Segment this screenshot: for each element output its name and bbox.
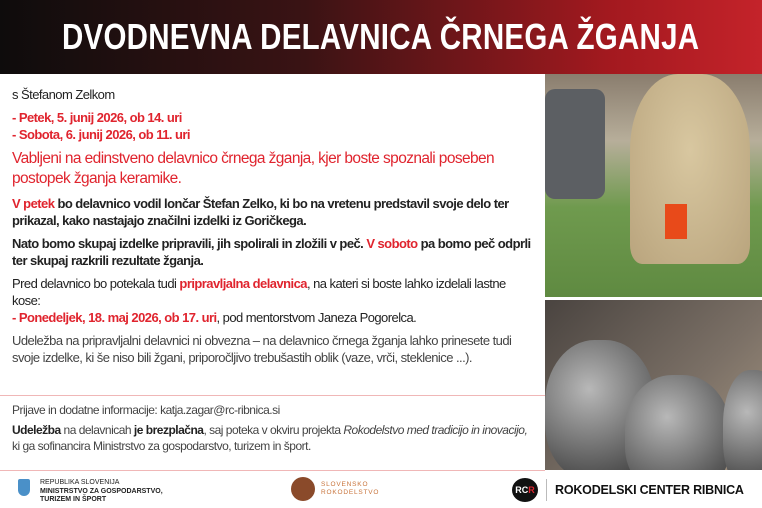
paragraph-optional: Udeležba na pripravljalni delavnici ni obvezna – na delavnico črnega žganja lahko prinesete tudi svoje izdelke, ki še niso bili žgani, priporočljivo trebušastih oblik (vaze, vrči, steklenice ...).	[12, 333, 512, 365]
text: ki ga sofinancira Ministrstvo za gospodarstvo, turizem in šport.	[12, 439, 311, 453]
divider	[546, 479, 547, 501]
slovensko-rokodelstvo-logo	[291, 477, 379, 501]
kiln-shape	[630, 74, 750, 264]
contact-line[interactable]: Prijave in dodatne informacije: katja.zagar@rc-ribnica.si	[12, 403, 280, 417]
text: , saj poteka v okviru projekta	[203, 423, 344, 437]
highlight: V soboto	[366, 236, 418, 251]
date-friday: - Petek, 5. junij 2026, ob 14. uri	[12, 110, 182, 125]
text: Pred delavnico bo potekala tudi	[12, 276, 180, 291]
info-section	[12, 402, 537, 458]
jug	[625, 375, 730, 470]
text: , pod mentorstvom Janeza Pogorelca.	[216, 310, 417, 325]
text: na delavnicah	[60, 423, 134, 437]
potter-figure	[545, 89, 605, 199]
text: Udeležba	[12, 423, 61, 437]
text: TURIZEM IN ŠPORT	[40, 496, 107, 503]
text: MINISTRSTVO ZA GOSPODARSTVO,	[40, 487, 163, 495]
event-dates	[12, 109, 537, 143]
kiln-photo	[545, 74, 762, 297]
header-banner	[0, 0, 762, 74]
highlight: V petek	[12, 196, 55, 211]
lead-paragraph: Vabljeni na edinstveno delavnico črnega žganja, kjer boste spoznali poseben postopek žganja keramike.	[12, 150, 495, 187]
paragraph-friday	[12, 195, 537, 229]
pot-icon	[291, 477, 315, 501]
rcr-icon	[512, 478, 538, 502]
paragraph-prep	[12, 275, 537, 326]
text: SLOVENSKO	[321, 481, 369, 488]
black-pottery-photo	[545, 300, 762, 470]
fire	[665, 204, 687, 239]
text: REPUBLIKA SLOVENIJA	[40, 479, 120, 486]
text: Nato bomo skupaj izdelke pripravili, jih spolirali in zložili v peč.	[12, 236, 367, 251]
free-participation	[12, 422, 537, 454]
date-saturday: - Sobota, 6. junij 2026, ob 11. uri	[12, 127, 190, 142]
prep-date: - Ponedeljek, 18. maj 2026, ob 17. uri	[12, 310, 217, 325]
rcr-logo	[512, 478, 744, 502]
text: R	[528, 485, 535, 495]
footer-logos	[0, 471, 762, 508]
text: bo delavnico vodil lončar Štefan Zelko, ki bo na vretenu predstavil svoje delo ter prikazal, kako nastajajo značilni izdelki iz Goričkega.	[12, 196, 509, 228]
event-description	[12, 86, 537, 372]
project-name: Rokodelstvo med tradicijo in inovacijo,	[343, 423, 528, 437]
coat-of-arms-icon	[18, 479, 30, 496]
text: , na kateri si boste lahko izdelali lastne kose:	[12, 276, 506, 308]
divider	[0, 395, 545, 396]
text: je brezplačna	[133, 423, 204, 437]
text: RC	[515, 485, 529, 495]
jug	[723, 370, 762, 470]
mentor-line: s Štefanom Zelkom	[12, 87, 115, 102]
text: ROKODELSTVO	[321, 489, 380, 496]
page-title: DVODNEVNA DELAVNICA ČRNEGA ŽGANJA	[62, 16, 700, 57]
text: pa bomo peč odprli ter skupaj razkrili rezultate žganja.	[12, 236, 531, 268]
paragraph-saturday	[12, 235, 537, 269]
org-name: ROKODELSKI CENTER RIBNICA	[555, 483, 744, 497]
highlight: pripravljalna delavnica	[179, 276, 307, 291]
ministry-logo	[18, 479, 163, 505]
